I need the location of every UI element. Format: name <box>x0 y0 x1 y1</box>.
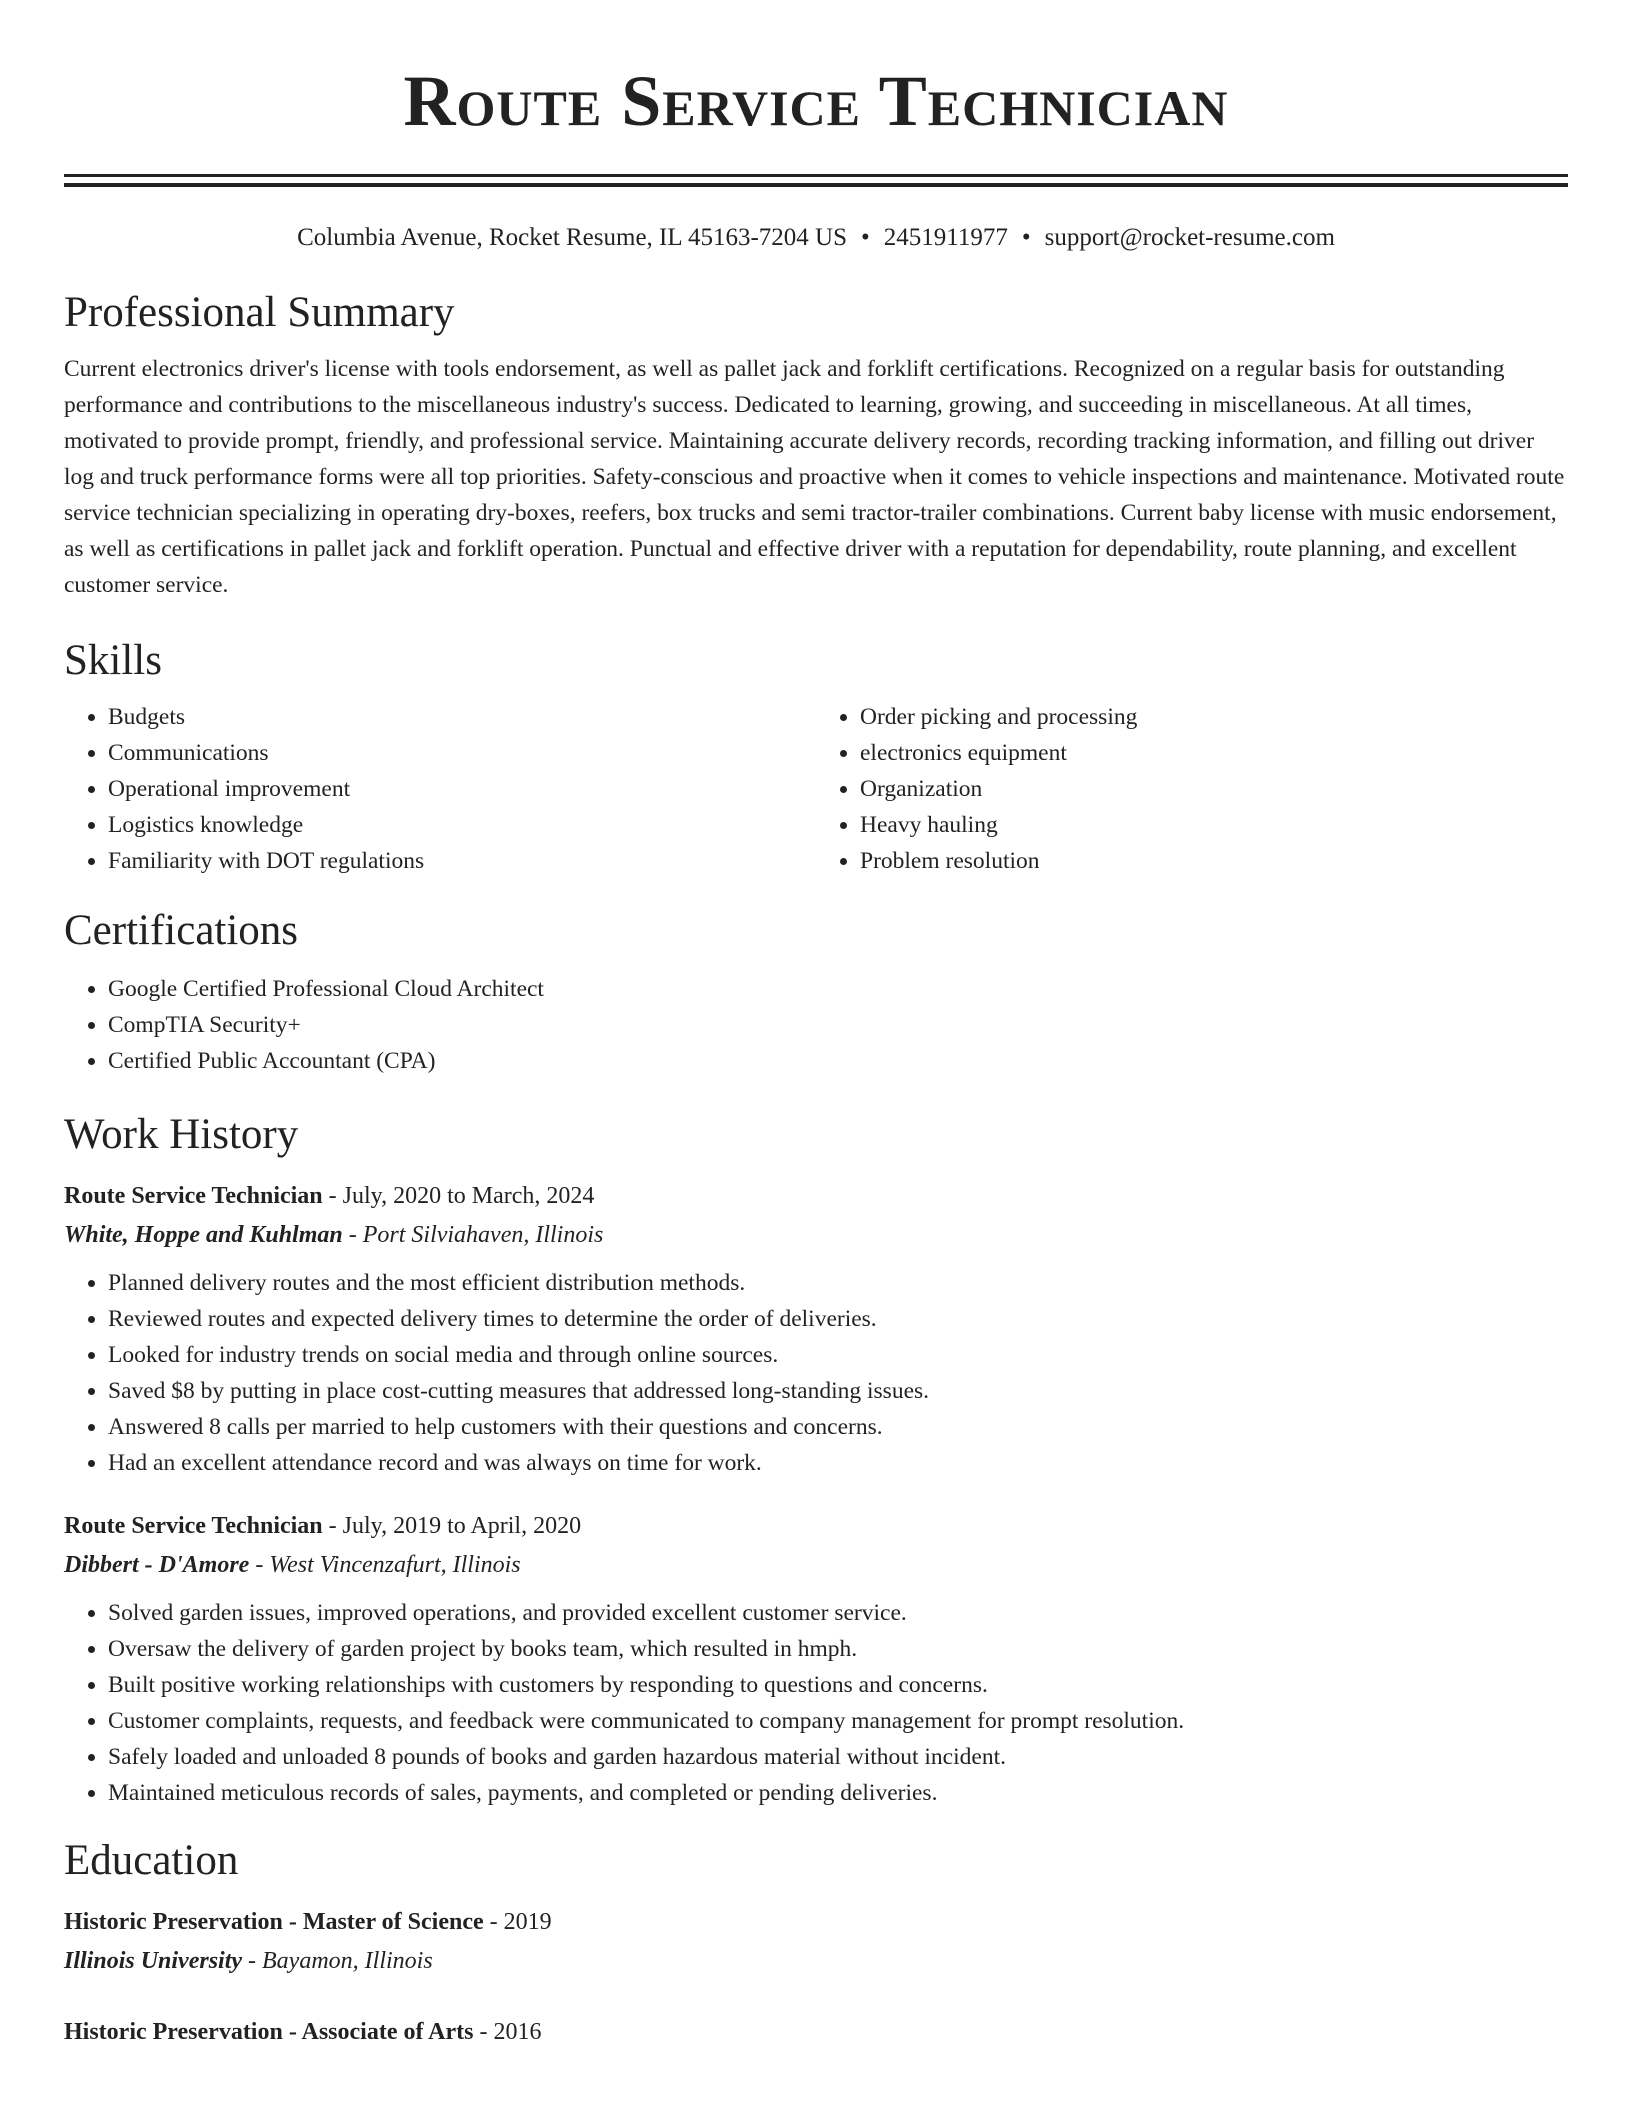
skills-heading: Skills <box>64 637 162 684</box>
education-section <box>64 1833 1568 2052</box>
job-entry <box>64 1507 1568 1811</box>
divider-line-thin <box>64 174 1568 177</box>
job-bullet: • Oversaw the delivery of garden project by books team, which resulted in hmph. <box>108 1631 1568 1667</box>
skill-item: • Budgets <box>108 699 816 735</box>
job-bullet: • Maintained meticulous records of sales, payments, and completed or pending deliveries. <box>108 1775 1568 1811</box>
skill-item: • Organization <box>860 771 1568 807</box>
education-school: Illinois University <box>64 1948 243 1974</box>
certifications-heading: Certifications <box>64 907 299 954</box>
job-bullet: • Reviewed routes and expected delivery times to determine the order of deliveries. <box>108 1301 1568 1337</box>
title-divider <box>64 174 1568 187</box>
job-dates: - July, 2019 to April, 2020 <box>322 1513 582 1539</box>
education-degree-line <box>64 2013 1568 2052</box>
certification-item: • Google Certified Professional Cloud Architect <box>108 971 1568 1007</box>
education-year: - 2016 <box>473 2019 542 2045</box>
certification-item: • CompTIA Security+ <box>108 1007 1568 1043</box>
job-bullet: • Saved $8 by putting in place cost-cutting measures that addressed long-standing issues. <box>108 1373 1568 1409</box>
contact-separator: • <box>861 224 870 251</box>
education-entry <box>64 1903 1568 1981</box>
job-dates: - July, 2020 to March, 2024 <box>322 1183 595 1209</box>
job-company: White, Hoppe and Kuhlman <box>64 1222 343 1248</box>
job-bullet: • Had an excellent attendance record and was always on time for work. <box>108 1445 1568 1481</box>
work-history-heading: Work History <box>64 1111 299 1158</box>
skills-section <box>64 633 1568 879</box>
job-bullet: • Solved garden issues, improved operations, and provided excellent customer service. <box>108 1595 1568 1631</box>
resume-title: Route Service Technician <box>403 61 1229 141</box>
contact-separator: • <box>1021 224 1031 251</box>
job-bullet: • Built positive working relationships with customers by responding to questions and concerns. <box>108 1667 1568 1703</box>
skills-columns <box>64 699 1568 879</box>
certification-item: • Certified Public Accountant (CPA) <box>108 1043 1568 1079</box>
certifications-list <box>64 971 1568 1079</box>
skills-right-column <box>816 699 1568 879</box>
education-location: - Bayamon, Illinois <box>242 1948 433 1974</box>
skill-item: • Familiarity with DOT regulations <box>108 843 816 879</box>
work-history-section <box>64 1107 1568 1811</box>
divider-line-thick <box>64 183 1568 187</box>
skills-left-column <box>64 699 816 879</box>
contact-phone: 2451911977 <box>883 224 1008 251</box>
job-title: Route Service Technician <box>64 1513 323 1539</box>
contact-address: Columbia Avenue, Rocket Resume, IL 45163-7204 US <box>297 224 848 251</box>
job-entry <box>64 1177 1568 1481</box>
job-bullet: • Looked for industry trends on social media and through online sources. <box>108 1337 1568 1373</box>
contact-email: support@rocket-resume.com <box>1044 224 1335 251</box>
summary-heading: Professional Summary <box>64 289 455 336</box>
job-location: - Port Silviahaven, Illinois <box>342 1222 604 1248</box>
contact-line <box>64 221 1568 255</box>
job-title-line <box>64 1507 1568 1546</box>
job-bullet: • Customer complaints, requests, and feedback were communicated to company management for prompt resolution. <box>108 1703 1568 1739</box>
education-heading: Education <box>64 1837 239 1884</box>
education-degree: Historic Preservation - Master of Science <box>64 1909 484 1935</box>
summary-text: Current electronics driver's license with tools endorsement, as well as pallet jack and forklift certifications. Recognized on a regular basis for outstanding performance and contributions to the miscellaneous industry's success. Dedicated to learning, growing, and succeeding in miscellaneous. At all times, motivated to provide prompt, friendly, and professional service. Maintaining accurate delivery records, recording tracking information, and filling out driver log and truck performance forms were all top priorities. Safety-conscious and proactive when it comes to vehicle inspections and maintenance. Motivated route service technician specializing in operating dry-boxes, reefers, box trucks and semi tractor-trailer combinations. Current baby license with music endorsement, as well as certifications in pallet jack and forklift operation. Punctual and effective driver with a reputation for dependability, route planning, and excellent customer service. <box>64 356 1565 598</box>
job-bullet: • Safely loaded and unloaded 8 pounds of books and garden hazardous material without incident. <box>108 1739 1568 1775</box>
education-school-line <box>64 1942 1568 1981</box>
job-title-line <box>64 1177 1568 1216</box>
skill-item: • Logistics knowledge <box>108 807 816 843</box>
skill-item: • Operational improvement <box>108 771 816 807</box>
skill-item: • Communications <box>108 735 816 771</box>
skill-item: • Heavy hauling <box>860 807 1568 843</box>
skill-item: • electronics equipment <box>860 735 1568 771</box>
job-bullets <box>64 1595 1568 1811</box>
education-entry <box>64 2013 1568 2052</box>
summary-section <box>64 285 1568 603</box>
skill-item: • Order picking and processing <box>860 699 1568 735</box>
job-bullet: • Planned delivery routes and the most efficient distribution methods. <box>108 1265 1568 1301</box>
education-year: - 2019 <box>483 1909 552 1935</box>
skill-item: • Problem resolution <box>860 843 1568 879</box>
job-company: Dibbert - D'Amore <box>64 1552 250 1578</box>
job-company-line <box>64 1546 1568 1585</box>
job-title: Route Service Technician <box>64 1183 323 1209</box>
job-bullets <box>64 1265 1568 1481</box>
job-company-line <box>64 1216 1568 1255</box>
education-degree: Historic Preservation - Associate of Arts <box>64 2019 474 2045</box>
education-degree-line <box>64 1903 1568 1942</box>
job-location: - West Vincenzafurt, Illinois <box>249 1552 521 1578</box>
job-bullet: • Answered 8 calls per married to help customers with their questions and concerns. <box>108 1409 1568 1445</box>
certifications-section <box>64 903 1568 1079</box>
